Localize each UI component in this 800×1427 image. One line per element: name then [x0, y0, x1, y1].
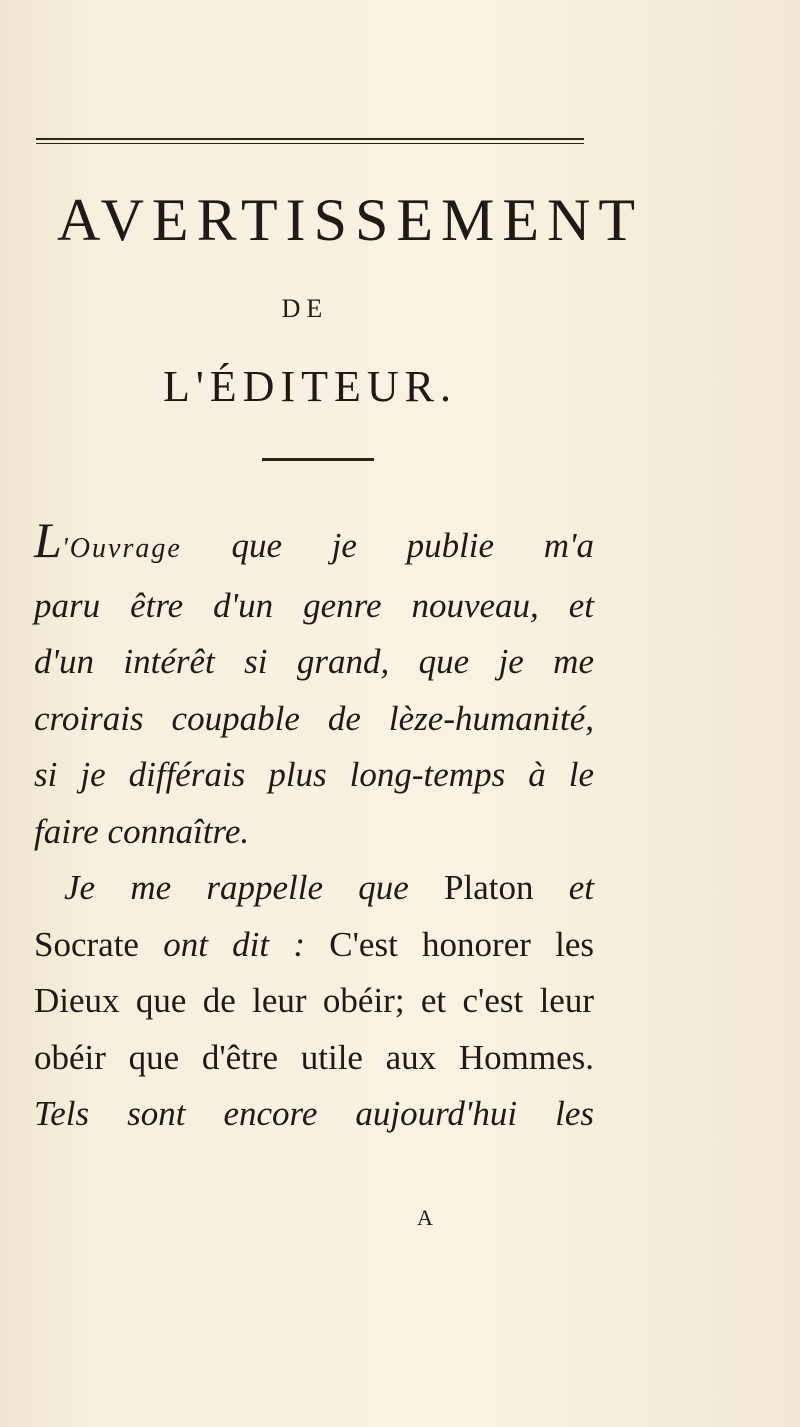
title-connector: DE	[281, 294, 329, 323]
paragraph2-line5: Tels sont encore aujourd'hui les	[34, 1094, 594, 1133]
top-double-rule	[36, 138, 584, 146]
paragraph1-line1: L'Ouvrage que je publie m'a	[34, 512, 594, 568]
page-title: AVERTISSEMENT	[57, 187, 643, 253]
paragraph1-line3: d'un intérêt si grand, que je me	[34, 642, 594, 681]
section-rule	[262, 458, 374, 461]
signature-mark: A	[417, 1205, 433, 1230]
paragraph1-line6: faire connaître.	[34, 811, 250, 851]
paragraph2-line2: Socrate ont dit : C'est honorer les	[34, 924, 595, 964]
drop-letter: L	[34, 512, 62, 568]
body-text	[34, 512, 594, 1143]
paragraph1-line2: paru être d'un genre nouveau, et	[34, 585, 594, 625]
paragraph2-line4: obéir que d'être utile aux Hommes.	[34, 1037, 594, 1077]
title-editeur: L'ÉDITEUR.	[163, 362, 457, 411]
paragraph2-line3: Dieux que de leur obéir; et c'est leur	[34, 981, 594, 1020]
paragraph2-line1: Je me rappelle que Platon et	[64, 868, 595, 907]
paragraph1-line4: croirais coupable de lèze-humanité,	[34, 698, 594, 738]
paragraph1-line5: si je différais plus long-temps à le	[34, 755, 594, 794]
